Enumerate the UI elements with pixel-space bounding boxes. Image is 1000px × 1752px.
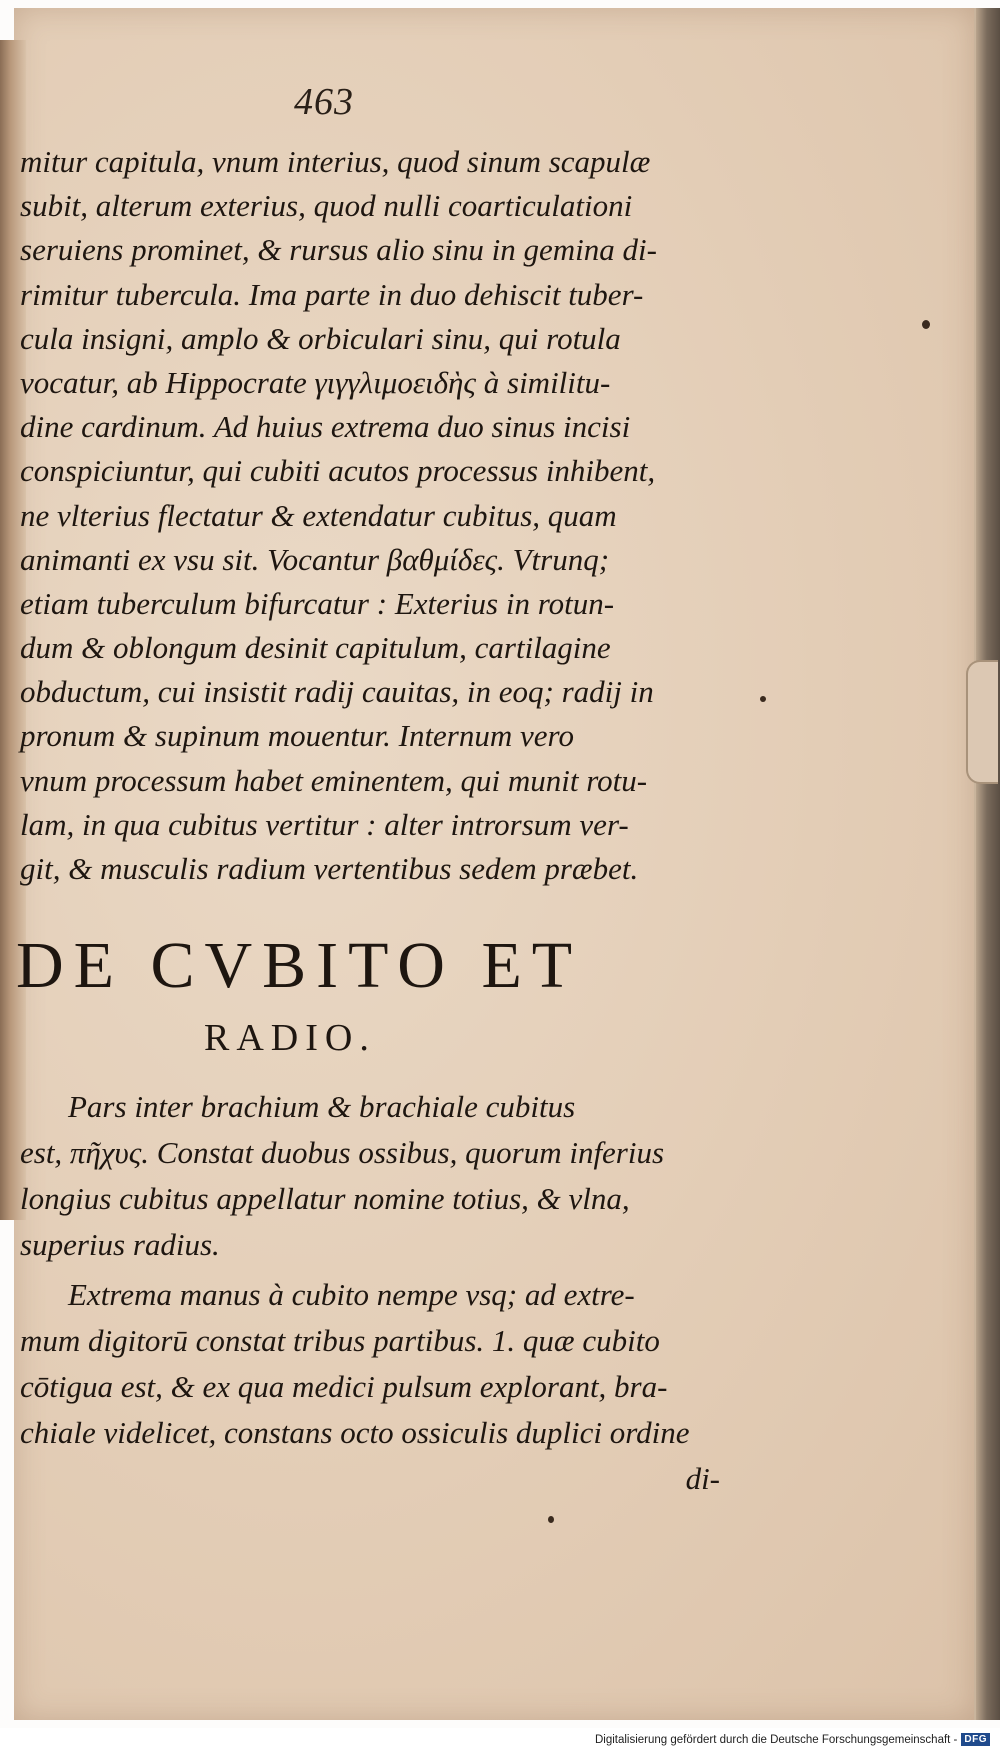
text-line: Extrema manus à cubito nempe vsq; ad extre- <box>68 1277 635 1312</box>
catchword: di- <box>685 1461 720 1496</box>
text-line: Pars inter brachium & brachiale cubitus <box>68 1089 576 1124</box>
book-binding <box>976 8 1000 1720</box>
text-line: pronum & supinum mouentur. Internum vero <box>20 718 574 754</box>
text-line: longius cubitus appellatur nomine totius, & vlna, <box>20 1181 630 1216</box>
text-line: rimitur tubercula. Ima parte in duo dehiscit tuber- <box>20 276 644 312</box>
text-line: chiale videlicet, constans octo ossiculis duplici ordine <box>20 1415 690 1450</box>
paragraph-manus <box>20 1272 720 1502</box>
text-line: vocatur, ab Hippocrate γιγγλιμοειδὴς à similitu- <box>20 364 611 400</box>
text-line: cōtigua est, & ex qua medici pulsum explorant, bra- <box>20 1369 668 1404</box>
text-line: animanti ex vsu sit. Vocantur βαθμίδες. Vtrunq; <box>20 541 610 577</box>
page-number: 463 <box>294 81 354 123</box>
footer-credit-text: Digitalisierung gefördert durch die Deutsche Forschungsgemeinschaft - <box>594 1733 958 1746</box>
text-line: git, & musculis radium vertentibus sedem præbet. <box>20 851 639 886</box>
text-line: lam, in qua cubitus vertitur : alter introrsum ver- <box>20 806 629 842</box>
text-line: vnum processum habet eminentem, qui munit rotu- <box>20 762 648 798</box>
dfg-logo-icon: DFG <box>961 1733 990 1746</box>
ink-speck <box>922 320 930 329</box>
text-line: est, πῆχυς. Constat duobus ossibus, quorum inferius <box>20 1135 665 1170</box>
text-line: mitur capitula, vnum interius, quod sinum scapulæ <box>20 144 651 179</box>
text-line: dum & oblongum desinit capitulum, cartilagine <box>20 630 611 666</box>
section-subheading: RADIO. <box>204 1017 376 1059</box>
text-line: ne vlterius flectatur & extendatur cubitus, quam <box>20 497 617 533</box>
page-tab-notch <box>966 660 998 784</box>
text-line: superius radius. <box>20 1227 220 1262</box>
text-line: mum digitorū constat tribus partibus. 1. quæ cubito <box>20 1323 660 1358</box>
text-block-top <box>20 140 720 891</box>
text-line: dine cardinum. Ad huius extrema duo sinus incisi <box>20 409 631 445</box>
text-line: conspiciuntur, qui cubiti acutos processus inhibent, <box>20 453 656 489</box>
section-heading: DE CVBITO ET <box>16 929 583 1002</box>
text-line: obductum, cui insistit radij cauitas, in eoq; radij in <box>20 674 654 710</box>
text-line: subit, alterum exterius, quod nulli coarticulationi <box>20 188 633 224</box>
paragraph-cubitus <box>20 1084 720 1268</box>
footer-credit <box>595 1733 990 1746</box>
text-line: cula insigni, amplo & orbiculari sinu, qui rotula <box>20 320 621 356</box>
text-line: etiam tuberculum bifurcatur : Exterius in rotun- <box>20 585 615 621</box>
ink-speck <box>760 696 766 702</box>
text-line: seruiens prominet, & rursus alio sinu in gemina di- <box>20 232 657 268</box>
ink-speck <box>548 1516 554 1523</box>
